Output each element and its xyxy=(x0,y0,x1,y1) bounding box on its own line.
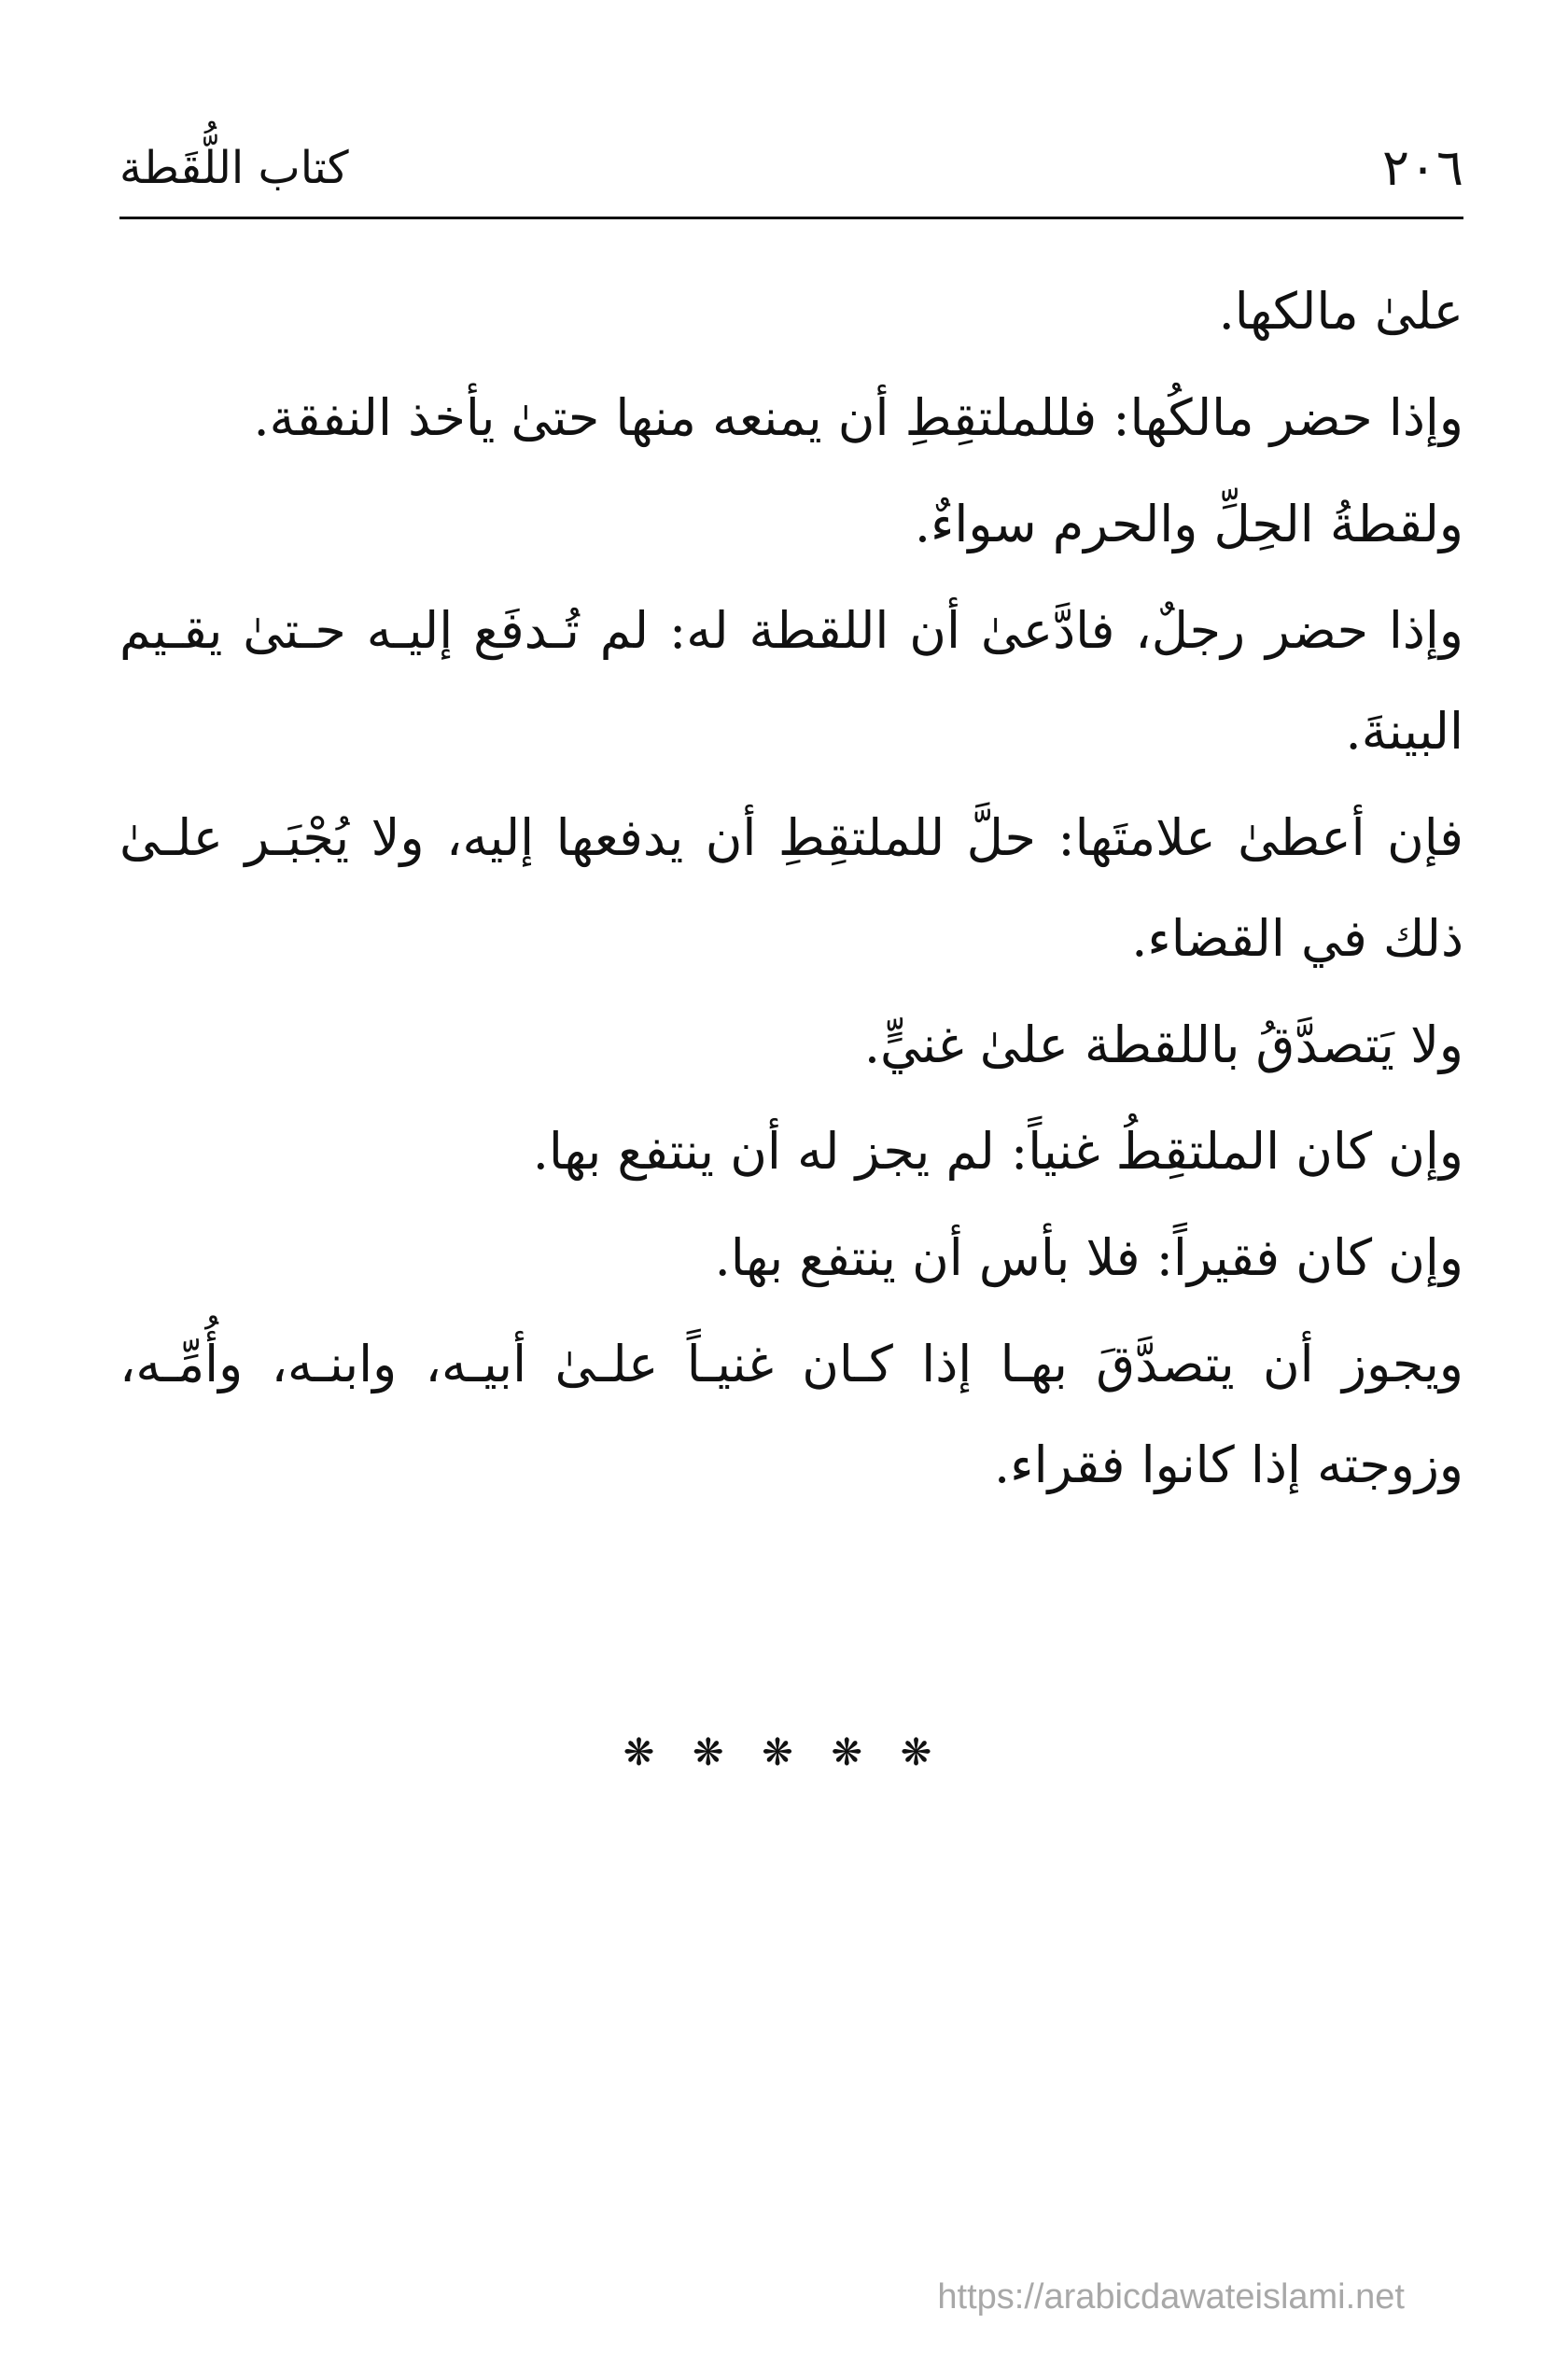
paragraph: وإذا حضر مالكُها: فللملتقِطِ أن يمنعه منها حتىٰ يأخذ النفقة. xyxy=(253,388,1463,447)
page-header xyxy=(119,131,1463,219)
paragraph: علىٰ مالكها. xyxy=(1218,282,1463,341)
running-title: كتاب اللُّقَطة xyxy=(119,142,349,194)
paragraph: فإن أعطىٰ علامتَها: حلَّ للملتقِطِ أن يدفعها إليه، ولا يُجْبَـر علـىٰ ذلك في القضاء. xyxy=(119,808,1463,968)
watermark-url: https://arabicdawateislami.net xyxy=(937,2277,1405,2317)
page-number: ٢٠٦ xyxy=(1381,138,1463,197)
section-separator: ❋ ❋ ❋ ❋ ❋ xyxy=(623,1731,945,1774)
paragraph: وإن كان فقيراً: فلا بأس أن ينتفع بها. xyxy=(714,1228,1463,1287)
page-body xyxy=(119,261,1463,1521)
paragraph: وإن كان الملتقِطُ غنياً: لم يجز له أن ينتفع بها. xyxy=(532,1122,1463,1181)
paragraph: ولا يَتصدَّقُ باللقطة علىٰ غنيٍّ. xyxy=(863,1015,1463,1074)
paragraph: ويجوز أن يتصدَّقَ بهـا إذا كـان غنيـاً علـىٰ أبيـه، وابنـه، وأُمِّـه، وزوجته إذا كانوا فقراء. xyxy=(119,1335,1463,1494)
paragraph: وإذا حضر رجلٌ، فادَّعىٰ أن اللقطة له: لم تُـدفَع إليـه حـتىٰ يقـيم البينةَ. xyxy=(119,601,1463,761)
paragraph: ولقطةُ الحِلِّ والحرم سواءٌ. xyxy=(914,495,1463,553)
